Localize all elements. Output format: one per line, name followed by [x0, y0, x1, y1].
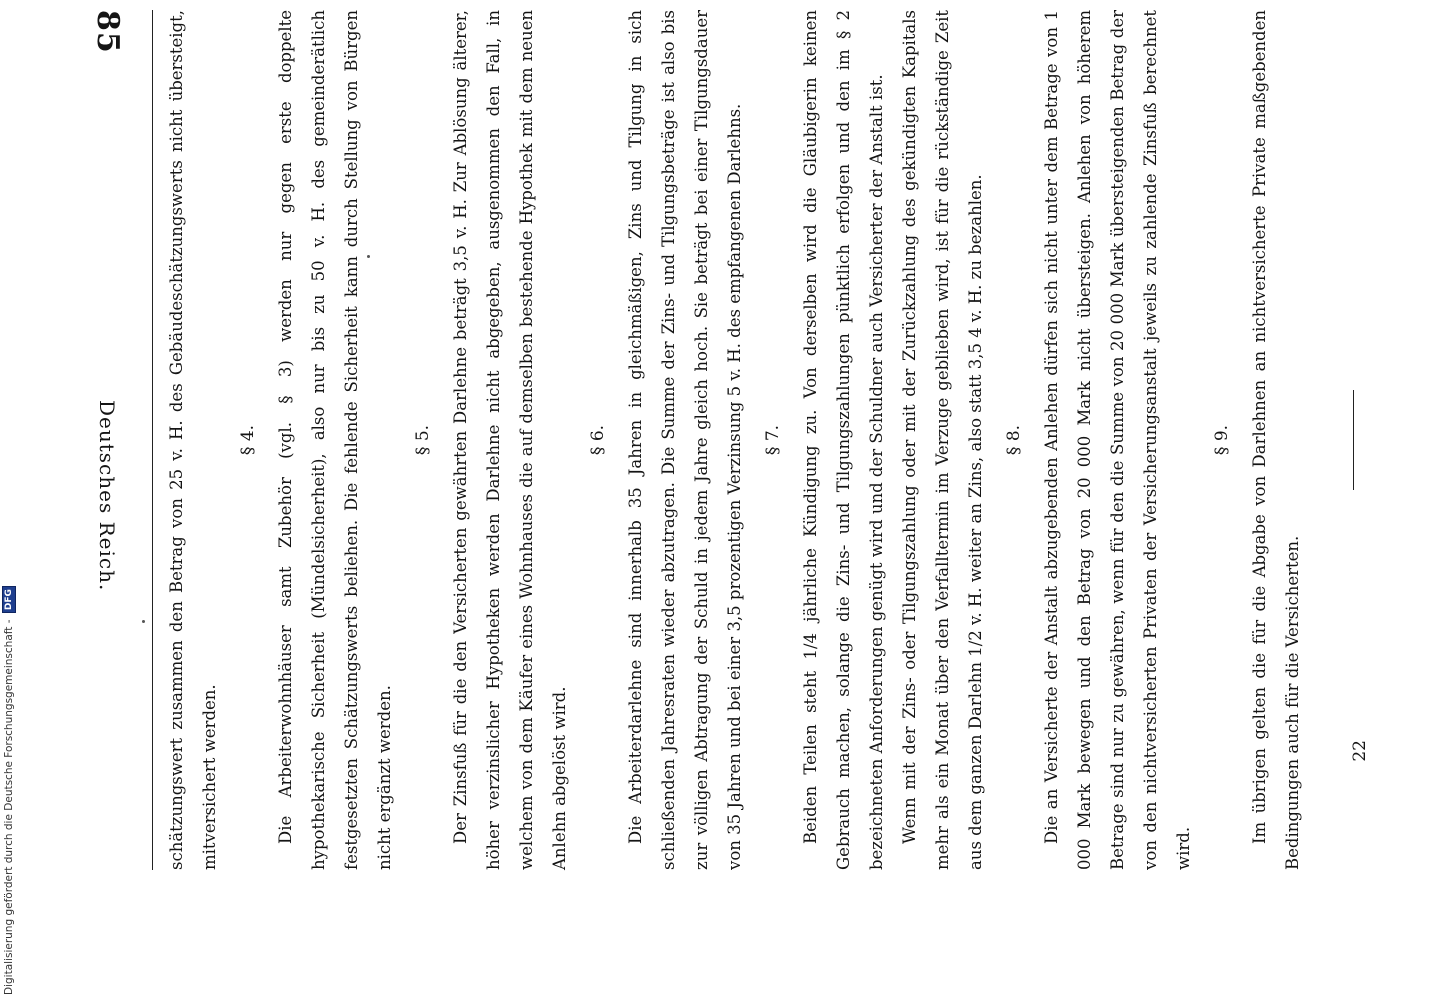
digitization-credit	[2, 589, 20, 995]
section-heading-8: § 8.	[1004, 424, 1024, 456]
section-heading-9: § 9.	[1212, 424, 1232, 456]
section-8-paragraph: Die an Versicherte der Anstalt abzugebenden Anlehen dürfen sich nicht unter dem Betrage von 1 000 Mark bewegen und den Betrag von 20 000 Mark nicht übersteigen. Anlehen von höherem Betrage sind nur zu gewähren, wenn für den die Summe von 20 000 Mark übersteigenden Betrag der von den nichtversicherten Privaten der Versicherungsanstalt jeweils zu zahlende Zinsfuß berechnet wird.	[1042, 10, 1193, 870]
credit-text: Digitalisierung gefördert durch die Deutsche Forschungsgemeinschaft -	[3, 619, 15, 995]
section-4-paragraph: Die Arbeiterwohnhäuser samt Zubehör (vgl. § 3) werden nur gegen erste doppelte hypothekarische Sicherheit (Mündelsicherheit), also nur bis zu 50 v. H. des gemeinderätlich festgesetzten Schätzungswerts beliehen. Die fehlende Sicherheit kann durch Stellung von Bürgen nicht ergänzt werden.	[276, 10, 394, 870]
header-rule	[152, 10, 153, 870]
speck-mark	[367, 255, 370, 258]
closing-rule	[1353, 390, 1354, 490]
section-7-paragraph-1: Beiden Teilen steht 1/4 jährliche Kündigung zu. Von derselben wird die Gläubigerin keinen Gebrauch machen, solange die Zins- und Tilgungszahlungen pünktlich erfolgen und den im § 2 bezeichneten Anforderungen genügt wird und der Schuldner auch Versicherter der Anstalt ist.	[801, 10, 886, 870]
section-7-paragraph-2: Wenn mit der Zins- oder Tilgungszahlung oder mit der Zurückzahlung des gekündigten Kapitals mehr als ein Monat über den Verfalltermin im Verzuge geblieben wird, ist für die rückständige Zeit aus dem ganzen Darlehn 1/2 v. H. weiter an Zins, also statt 3,5 4 v. H. zu bezahlen.	[900, 10, 985, 870]
document-body	[160, 10, 1302, 870]
running-head: Deutsches Reich.	[95, 400, 119, 592]
intro-paragraph: schätzungswert zusammen den Betrag von 25 v. H. des Gebäudeschätzungswerts nicht übersteigt, mitversichert werden.	[167, 10, 219, 870]
section-heading-7: § 7.	[763, 424, 783, 456]
footer-page-number: 22	[1350, 740, 1370, 762]
section-heading-5: § 5.	[413, 424, 433, 456]
section-heading-4: § 4.	[238, 424, 258, 456]
section-5-paragraph: Der Zinsfuß für die den Versicherten gewährten Darlehne beträgt 3,5 v. H. Zur Ablösung älterer, höher verzinslicher Hypotheken werden Darlehne nicht abgegeben, ausgenommen den Fall, in welchem von dem Käufer eines Wohnhauses die auf demselben bestehende Hypothek mit dem neuen Anlehn abgelöst wird.	[451, 10, 569, 870]
section-heading-6: § 6.	[588, 424, 608, 456]
section-6-paragraph: Die Arbeiterdarlehne sind innerhalb 35 Jahren in gleichmäßigen, Zins und Tilgung in sich schließenden Jahresraten wieder abzutragen. Die Summe der Zins- und Tilgungsbeträge ist also bis zur völligen Abtragung der Schuld in jedem Jahre gleich hoch. Sie beträgt bei einer Tilgungsdauer von 35 Jahren und bei einer 3,5 prozentigen Verzinsung 5 v. H. des empfangenen Darlehns.	[626, 10, 744, 870]
page-header	[85, 10, 125, 870]
speck-mark	[142, 620, 145, 623]
dfg-logo-icon: DFG	[2, 586, 16, 613]
section-9-paragraph: Im übrigen gelten die für die Abgabe von Darlehnen an nichtversicherte Private maßgebenden Bedingungen auch für die Versicherten.	[1250, 10, 1302, 870]
page-number: 85	[90, 10, 125, 54]
